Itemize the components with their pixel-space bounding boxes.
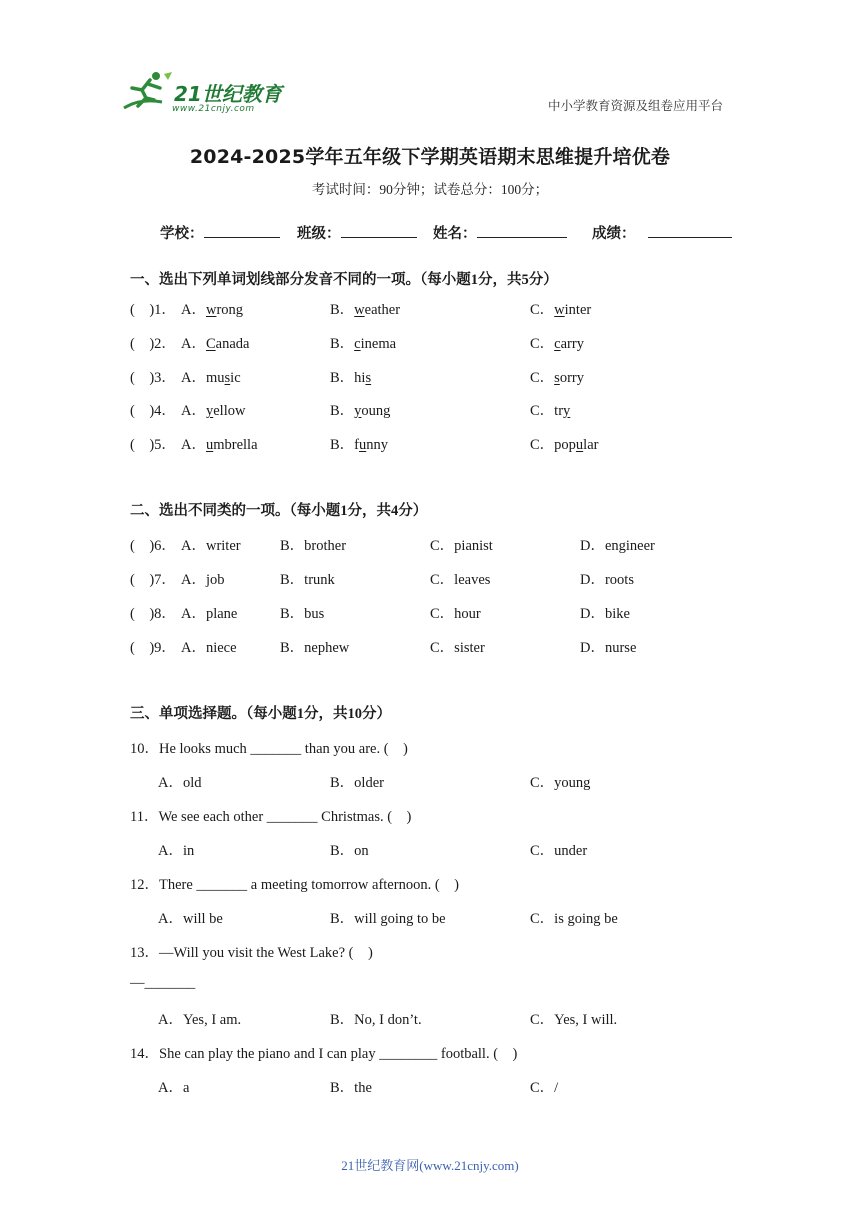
option-post: anada [215,336,250,352]
q8-number: ( )8． [130,606,176,622]
q6-option-d[interactable]: D．engineer [580,538,655,554]
option-post: arry [560,336,584,352]
brand-right: 中小学教育资源及组卷应用平台 [548,99,724,113]
q2-option-b[interactable] [330,332,396,353]
option-post: oung [361,403,391,419]
q10-option-b[interactable]: B．older [330,775,384,791]
q10-option-a[interactable]: A．old [158,775,202,791]
q13-option-a[interactable]: A．Yes, I am. [158,1012,242,1028]
q5-option-b[interactable] [330,433,388,454]
q14-option-c[interactable]: C．/ [530,1080,559,1096]
option-ul: C [205,336,216,352]
option-label: C． [530,336,555,352]
school-label: 学校： [160,222,280,243]
q7-number: ( )7． [130,572,176,588]
name-blank[interactable] [477,223,567,238]
option-ul: c [554,336,561,352]
q9-option-c[interactable]: C．sister [430,640,485,656]
option-ul: w [205,302,217,318]
q6-option-b[interactable]: B．brother [280,538,347,554]
q1-option-a[interactable] [181,298,243,319]
option-ul: u [205,437,214,453]
q1-number: ( )1． [130,302,176,318]
option-label: C． [530,403,555,419]
option-post: inema [360,336,397,352]
option-ul: y [205,403,214,419]
option-ul: s [554,370,560,386]
option-pre: mu [205,370,225,386]
q7-option-a[interactable]: A．job [181,572,225,588]
q9-option-b[interactable]: B．nephew [280,640,350,656]
q11-option-a[interactable]: A．in [158,843,195,859]
q13-answer-line: —_______ [130,975,196,991]
q7-option-c[interactable]: C．leaves [430,572,491,588]
q5-number: ( )5． [130,437,176,453]
q4-number: ( )4． [130,403,176,419]
option-ul: s [224,370,231,386]
option-label: B． [330,437,355,453]
q1-option-c[interactable] [530,298,591,319]
q3-option-b[interactable] [330,366,371,387]
q3-option-c[interactable] [530,366,584,387]
score-label: 成绩： [592,222,732,243]
q3-number: ( )3． [130,370,176,386]
q14-option-a[interactable]: A．a [158,1080,190,1096]
q6-option-c[interactable]: C．pianist [430,538,493,554]
q14-option-b[interactable]: B．the [330,1080,372,1096]
option-label: A． [181,437,206,453]
option-label: B． [330,370,355,386]
q8-option-b[interactable]: B．bus [280,606,325,622]
q7-option-b[interactable]: B．trunk [280,572,335,588]
option-ul: u [575,437,584,453]
section2-heading: 二、选出不同类的一项。（每小题1分，共4分） [130,503,428,519]
q10-option-c[interactable]: C．young [530,775,591,791]
footer: 21世纪教育网(www.21cnjy.com) [341,1158,519,1173]
question-11: 11．We see each other _______ Christmas. ( ) [130,809,412,825]
q12-option-b[interactable]: B．will going to be [330,911,446,927]
option-ul: y [563,403,571,419]
option-pre: hi [354,370,366,386]
q11-option-c[interactable]: C．under [530,843,588,859]
class-blank[interactable] [341,223,417,238]
q2-number: ( )2． [130,336,176,352]
option-post: mbrella [213,437,258,453]
option-pre: pop [554,437,576,453]
logo-url: www.21cnjy.com [172,104,255,114]
section3-heading: 三、单项选择题。（每小题1分，共10分） [130,706,391,722]
class-label: 班级： [297,222,417,243]
option-post: inter [564,302,592,318]
option-ul: u [359,437,367,453]
option-label: B． [330,403,355,419]
q12-option-a[interactable]: A．will be [158,911,223,927]
option-label: A． [181,336,206,352]
score-blank[interactable] [648,223,732,238]
q9-option-d[interactable]: D．nurse [580,640,637,656]
option-label: C． [530,302,555,318]
option-post: ellow [213,403,246,419]
option-post: lar [583,437,599,453]
question-13: 13．—Will you visit the West Lake? ( ) [130,945,373,961]
q13-option-c[interactable]: C．Yes, I will. [530,1012,618,1028]
option-ul: w [354,302,365,318]
q9-number: ( )9． [130,640,176,656]
q6-number: ( )6． [130,538,176,554]
q8-option-d[interactable]: D．bike [580,606,630,622]
school-blank[interactable] [204,223,280,238]
option-post: nny [366,437,389,453]
option-pre: tr [554,403,564,419]
q7-option-d[interactable]: D．roots [580,572,634,588]
option-post: ic [230,370,241,386]
q6-option-a[interactable]: A．writer [181,538,241,554]
question-14: 14．She can play the piano and I can play ________ football. ( ) [130,1046,518,1062]
q5-option-c[interactable] [530,433,598,454]
q4-option-b[interactable] [330,399,390,420]
option-label: B． [330,302,355,318]
q13-option-b[interactable]: B．No, I don’t. [330,1012,422,1028]
q2-option-a[interactable] [181,332,249,353]
q9-option-a[interactable]: A．niece [181,640,237,656]
q11-option-b[interactable]: B．on [330,843,369,859]
q8-option-c[interactable]: C．hour [430,606,481,622]
logo [120,68,295,116]
option-pre: f [354,437,360,453]
option-post: orry [559,370,584,386]
question-10: 10．He looks much _______ than you are. ( ) [130,741,408,757]
option-label: A． [181,403,206,419]
option-label: A． [181,302,206,318]
name-label: 姓名： [433,222,567,243]
q4-option-a[interactable] [181,399,245,420]
question-12: 12．There _______ a meeting tomorrow afternoon. ( ) [130,877,459,893]
option-ul: w [554,302,565,318]
page-subtitle: 考试时间：90分钟；试卷总分：100分； [311,182,549,197]
page-title: 2024-2025学年五年级下学期英语期末思维提升培优卷 [189,146,671,168]
option-ul: y [354,403,362,419]
logo-text: 21世纪教育 [174,82,282,106]
option-ul: s [365,370,372,386]
option-label: C． [530,370,555,386]
q3-option-a[interactable] [181,366,241,387]
option-ul: c [354,336,361,352]
option-label: A． [181,370,206,386]
option-label: B． [330,336,355,352]
q8-option-a[interactable]: A．plane [181,606,238,622]
option-post: eather [364,302,401,318]
option-label: C． [530,437,555,453]
option-post: rong [216,302,244,318]
q1-option-b[interactable] [330,298,400,319]
q12-option-c[interactable]: C．is going be [530,911,618,927]
q4-option-c[interactable] [530,399,570,420]
q5-option-a[interactable] [181,433,258,454]
section1-heading: 一、选出下列单词划线部分发音不同的一项。（每小题1分，共5分） [130,272,558,288]
q2-option-c[interactable] [530,332,584,353]
